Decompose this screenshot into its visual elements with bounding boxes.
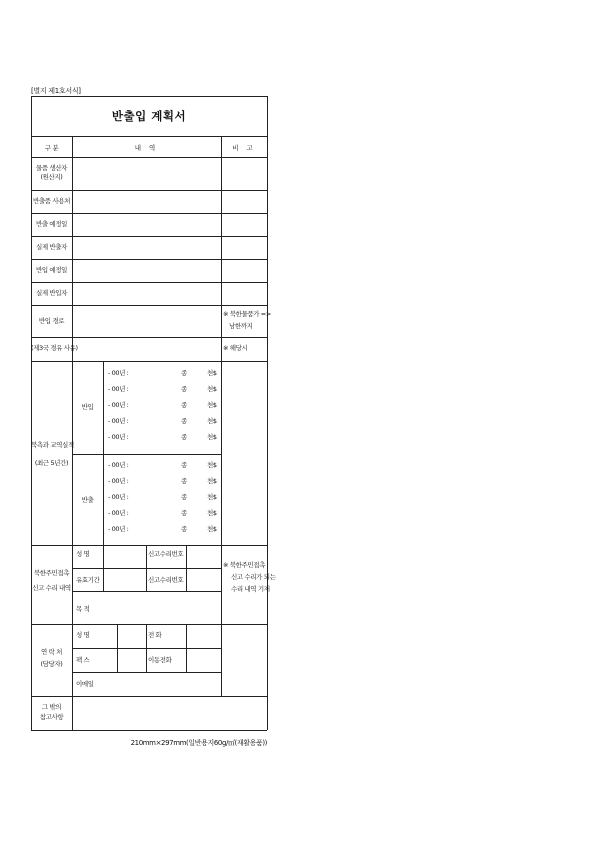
cooperation-label-2: 신고 수리 내역: [32, 584, 71, 592]
cooperation-purpose: 목 적: [76, 605, 90, 613]
cooperation-note-1: ※ 북한주민접촉: [223, 561, 265, 569]
row-actual-importer: 실제 반입자: [35, 289, 68, 297]
row-import-route: 반입 경로: [38, 317, 65, 325]
history-label-period: (최근 5년간): [34, 459, 69, 467]
other-label: 그 밖의: [41, 703, 62, 711]
history-unit-amount: 천$: [207, 493, 217, 501]
contact-fax: 팩 스: [76, 656, 90, 664]
row-third-country: (제3국 경유 사유): [31, 344, 78, 352]
history-label: 북측과 교역실적: [31, 441, 74, 449]
cooperation-number: 신고수리번호: [148, 576, 184, 584]
history-unit-amount: 천$: [207, 369, 217, 377]
row-export-date: 반출 예정일: [35, 220, 68, 228]
history-unit-amount: 천$: [207, 477, 217, 485]
history-unit-amount: 천$: [207, 385, 217, 393]
column-remarks: 비 고: [232, 144, 256, 152]
history-unit-item: 종: [181, 417, 187, 425]
history-unit-amount: 천$: [207, 401, 217, 409]
history-unit-item: 종: [181, 433, 187, 441]
row-producer-origin: (원산지): [40, 173, 63, 181]
history-year: - 00년 :: [108, 417, 129, 425]
cooperation-note-3: 수리 내역 기재: [231, 585, 270, 593]
cooperation-label: 북한주민접촉: [33, 569, 70, 577]
history-unit-amount: 천$: [207, 417, 217, 425]
third-country-note: ※ 해당시: [223, 344, 248, 352]
column-details: 내 역: [134, 144, 159, 152]
history-year: - 00년 :: [108, 369, 129, 377]
row-import-date: 반입 예정일: [35, 266, 68, 274]
cooperation-report-no: 신고수리번호: [148, 550, 184, 558]
history-year: - 00년 :: [108, 385, 129, 393]
history-unit-item: 종: [181, 477, 187, 485]
history-year: - 00년 :: [108, 509, 129, 517]
history-export-label: 반출: [81, 496, 94, 504]
history-unit-amount: 천$: [207, 509, 217, 517]
column-division: 구 분: [44, 144, 59, 152]
history-year: - 00년 :: [108, 493, 129, 501]
history-year: - 00년 :: [108, 433, 129, 441]
history-unit-item: 종: [181, 493, 187, 501]
history-year: - 00년 :: [108, 477, 129, 485]
row-actual-exporter: 실제 반출자: [35, 243, 68, 251]
history-unit-amount: 천$: [207, 525, 217, 533]
route-note: ※ 북한물품가 =>: [223, 310, 271, 318]
history-import-label: 반입: [81, 403, 94, 411]
cooperation-note-2: 신고 수리가 되는: [231, 573, 276, 581]
contact-email: 이메일: [76, 680, 94, 688]
paper-size-note: 210mm×297mm(일반용지60g/㎡(재활용품)): [130, 739, 267, 747]
row-export-use: 반출품 사용처: [33, 197, 70, 205]
history-unit-item: 종: [181, 509, 187, 517]
history-unit-item: 종: [181, 525, 187, 533]
page-title: 반출입 계획서: [111, 109, 187, 123]
history-year: - 00년 :: [108, 461, 129, 469]
contact-phone: 전 화: [148, 631, 162, 639]
form-number: [별지 제1호서식]: [31, 87, 81, 95]
cooperation-name: 성 명: [76, 550, 90, 558]
history-year: - 00년 :: [108, 401, 129, 409]
history-unit-item: 종: [181, 401, 187, 409]
contact-label: 연 락 처: [41, 648, 62, 656]
history-unit-item: 종: [181, 461, 187, 469]
history-unit-item: 종: [181, 369, 187, 377]
other-label-2: 참고사항: [39, 713, 64, 721]
contact-name: 성 명: [76, 631, 90, 639]
contact-mobile: 이동전화: [148, 656, 172, 664]
contact-label-person: (담당자): [40, 660, 63, 668]
history-unit-amount: 천$: [207, 433, 217, 441]
route-note-2: 남한까지: [229, 322, 253, 330]
cooperation-period: 유효기간: [76, 576, 100, 584]
history-unit-amount: 천$: [207, 461, 217, 469]
row-producer: 물품 생산자: [35, 164, 68, 172]
history-unit-item: 종: [181, 385, 187, 393]
history-year: - 00년 :: [108, 525, 129, 533]
